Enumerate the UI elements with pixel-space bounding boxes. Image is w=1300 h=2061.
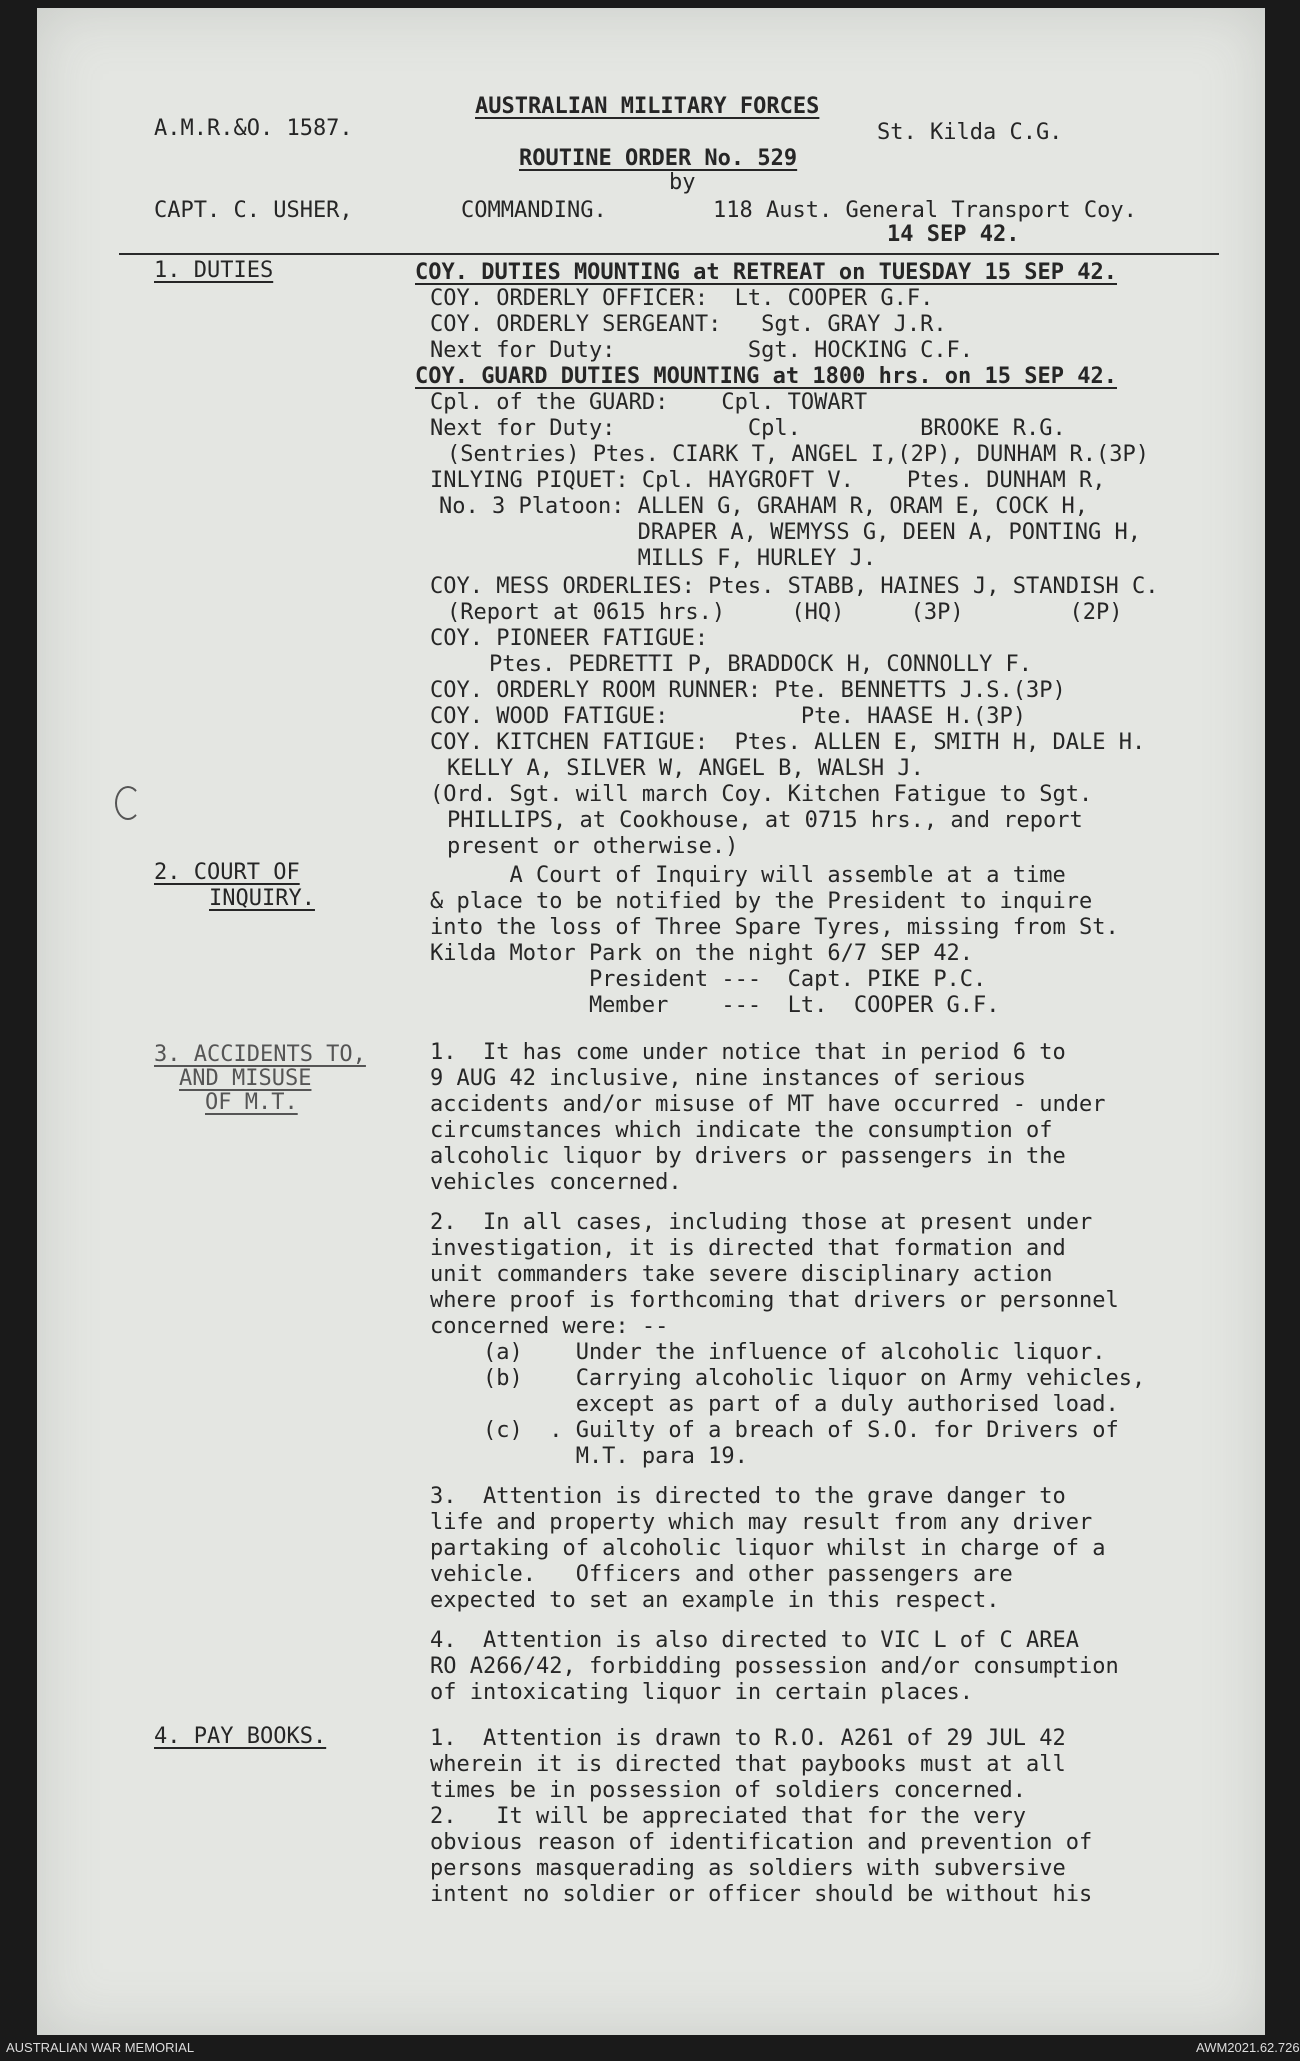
duties-line: COY. KITCHEN FATIGUE: Ptes. ALLEN E, SMITH H, DALE H. [430,730,1146,755]
section-heading-accidents-cont: OF M.T. [205,1090,298,1115]
paybooks-line: wherein it is directed that paybooks must at all [430,1752,1066,1777]
accidents-line: vehicle. Officers and other passengers are [430,1562,1013,1587]
section-heading-accidents: 3. ACCIDENTS TO, [154,1042,366,1067]
accidents-line: (a) Under the influence of alcoholic liquor. [430,1340,1106,1365]
footer-credit: AUSTRALIAN WAR MEMORIAL [6,2040,195,2055]
court-line: Member --- Lt. COOPER G.F. [430,993,1000,1018]
document-page [37,8,1265,2035]
court-line: into the loss of Three Spare Tyres, missing from St. [430,915,1119,940]
court-line: & place to be notified by the President to inquire [430,889,1093,914]
section-heading-paybooks: 4. PAY BOOKS. [154,1724,327,1749]
accidents-line: 3. Attention is directed to the grave danger to [430,1484,1066,1509]
accidents-line: partaking of alcoholic liquor whilst in charge of a [430,1536,1106,1561]
accidents-line: M.T. para 19. [430,1444,748,1469]
paybooks-line: persons masquerading as soldiers with subversive [430,1856,1066,1881]
duties-line: COY. ORDERLY SERGEANT: Sgt. GRAY J.R. [430,312,947,337]
accidents-line: RO A266/42, forbidding possession and/or consumption [430,1654,1119,1679]
document-reference: A.M.R.&O. 1587. [154,116,353,141]
location: St. Kilda C.G. [877,120,1063,145]
duties-line: COY. ORDERLY ROOM RUNNER: Pte. BENNETTS J.S.(3P) [430,678,1066,703]
court-line: A Court of Inquiry will assemble at a time [430,863,1066,888]
force-title: AUSTRALIAN MILITARY FORCES [475,94,820,119]
section-heading-court-cont: INQUIRY. [209,886,315,911]
by-text: by [669,170,696,195]
duties-line: COY. PIONEER FATIGUE: [430,626,709,651]
accidents-line: 4. Attention is also directed to VIC L of C AREA [430,1628,1080,1653]
accidents-line: accidents and/or misuse of MT have occurred - under [430,1092,1106,1117]
duties-line: Ptes. PEDRETTI P, BRADDOCK H, CONNOLLY F. [489,652,1033,677]
paybooks-line: 2. It will be appreciated that for the very [430,1804,1027,1829]
accidents-line: investigation, it is directed that formation and [430,1236,1066,1261]
section-heading-accidents-cont: AND MISUSE [179,1066,312,1091]
paybooks-line: intent no soldier or officer should be without his [430,1882,1093,1907]
duties-line: COY. MESS ORDERLIES: Ptes. STABB, HAINES J, STANDISH C. [430,574,1159,599]
duties-line: present or otherwise.) [447,834,739,859]
accidents-line: 2. In all cases, including those at present under [430,1210,1093,1235]
paybooks-line: times be in possession of soldiers concerned. [430,1778,1027,1803]
duties-line: COY. DUTIES MOUNTING at RETREAT on TUESDAY 15 SEP 42. [415,260,1117,285]
accidents-line: of intoxicating liquor in certain places. [430,1680,974,1705]
accidents-line: unit commanders take severe disciplinary action [430,1262,1053,1287]
accidents-line: 9 AUG 42 inclusive, nine instances of serious [430,1066,1027,1091]
duties-line: (Sentries) Ptes. CIARK T, ANGEL I,(2P), DUNHAM R.(3P) [447,442,1149,467]
order-date: 14 SEP 42. [887,222,1020,247]
duties-line: (Report at 0615 hrs.) (HQ) (3P) (2P) [447,600,1123,625]
header-divider [119,253,1219,255]
duties-line: Next for Duty: Cpl. BROOKE R.G. [430,416,1066,441]
court-line: President --- Capt. PIKE P.C. [430,967,987,992]
duties-line: DRAPER A, WEMYSS G, DEEN A, PONTING H, [439,520,1141,545]
duties-line: COY. ORDERLY OFFICER: Lt. COOPER G.F. [430,286,934,311]
duties-line: COY. GUARD DUTIES MOUNTING at 1800 hrs. on 15 SEP 42. [415,364,1117,389]
accidents-line: vehicles concerned. [430,1170,682,1195]
accidents-line: 1. It has come under notice that in period 6 to [430,1040,1066,1065]
duties-line: INLYING PIQUET: Cpl. HAYGROFT V. Ptes. DUNHAM R, [430,468,1106,493]
accidents-line: circumstances which indicate the consumption of [430,1118,1053,1143]
accidents-line: alcoholic liquor by drivers or passengers in the [430,1144,1066,1169]
section-heading-court: 2. COURT OF [154,860,300,885]
unit-name: 118 Aust. General Transport Coy. [713,198,1137,223]
commanding-label: COMMANDING. [461,198,607,223]
duties-line: (Ord. Sgt. will march Coy. Kitchen Fatigue to Sgt. [430,782,1093,807]
duties-line: Cpl. of the GUARD: Cpl. TOWART [430,390,868,415]
paybooks-line: 1. Attention is drawn to R.O. A261 of 29 JUL 42 [430,1726,1066,1751]
punch-hole [115,786,141,820]
order-title: ROUTINE ORDER No. 529 [519,146,798,171]
duties-line: PHILLIPS, at Cookhouse, at 0715 hrs., and report [447,808,1083,833]
accidents-line: (b) Carrying alcoholic liquor on Army vehicles, [430,1366,1146,1391]
footer-accession: AWM2021.62.726 [1196,2040,1300,2055]
duties-line: COY. WOOD FATIGUE: Pte. HAASE H.(3P) [430,704,1027,729]
section-heading-duties: 1. DUTIES [154,258,274,283]
accidents-line: life and property which may result from any driver [430,1510,1093,1535]
officer-name: CAPT. C. USHER, [154,198,353,223]
accidents-line: where proof is forthcoming that drivers or personnel [430,1288,1119,1313]
accidents-line: concerned were: -- [430,1314,669,1339]
accidents-line: except as part of a duly authorised load. [430,1392,1119,1417]
duties-line: MILLS F, HURLEY J. [439,546,877,571]
duties-line: KELLY A, SILVER W, ANGEL B, WALSH J. [447,756,924,781]
accidents-line: (c) . Guilty of a breach of S.O. for Drivers of [430,1418,1119,1443]
duties-line: Next for Duty: Sgt. HOCKING C.F. [430,338,974,363]
paybooks-line: obvious reason of identification and prevention of [430,1830,1093,1855]
court-line: Kilda Motor Park on the night 6/7 SEP 42. [430,941,974,966]
accidents-line: expected to set an example in this respect. [430,1588,1000,1613]
duties-line: No. 3 Platoon: ALLEN G, GRAHAM R, ORAM E, COCK H, [439,494,1089,519]
